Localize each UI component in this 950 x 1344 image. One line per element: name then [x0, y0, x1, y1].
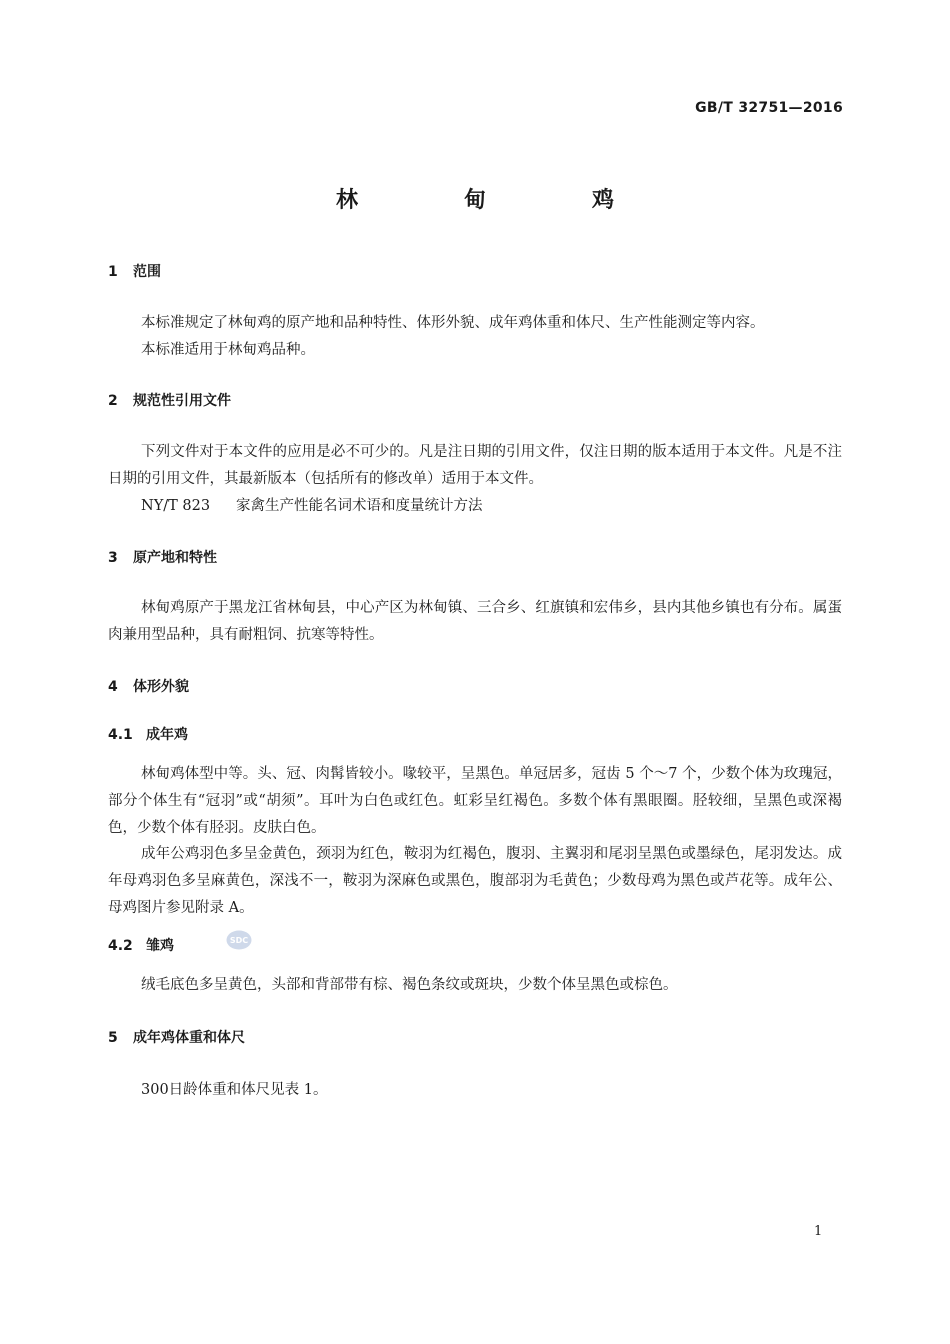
- section-1-line-2: 本标准适用于林甸鸡品种。: [141, 342, 315, 358]
- section-1-heading: [108, 262, 161, 282]
- subsection-number: 4.1: [108, 727, 133, 743]
- section-4-1-paragraph-1: 林甸鸡体型中等。头、冠、肉髯皆较小。喙较平，呈黑色。单冠居多，冠齿 5 个～7 个，少数个体为玫瑰冠，部分个体生有“冠羽”或“胡须”。耳叶为白色或红色。虹彩呈红褐色。多数个体有黑眼圈。胫较细，呈黑色或深褐色，少数个体有胫羽。皮肤白色。: [108, 766, 842, 836]
- section-2-heading: [108, 391, 231, 411]
- section-4-2-heading: [108, 936, 174, 956]
- reference-title: 家禽生产性能名词术语和度量统计方法: [236, 498, 483, 514]
- section-4-1-heading: [108, 725, 188, 745]
- subsection-title: 雏鸡: [146, 938, 174, 954]
- section-number: 1: [108, 264, 118, 280]
- sdc-watermark-logo: [226, 930, 252, 950]
- section-4-1-paragraph-2: 成年公鸡羽色多呈金黄色，颈羽为红色，鞍羽为红褐色，腹羽、主翼羽和尾羽呈黑色或墨绿色，尾羽发达。成年母鸡羽色多呈麻黄色，深浅不一，鞍羽为深麻色或黑色，腹部羽为毛黄色；少数母鸡为黑色或芦花等。成年公、母鸡图片参见附录 A。: [108, 846, 842, 916]
- normative-reference: [141, 493, 483, 520]
- section-title: 体形外貌: [133, 679, 189, 695]
- section-1-line-1: 本标准规定了林甸鸡的原产地和品种特性、体形外貌、成年鸡体重和体尺、生产性能测定等内容。: [141, 315, 765, 331]
- subsection-title: 成年鸡: [146, 727, 188, 743]
- section-3-paragraph: 林甸鸡原产于黑龙江省林甸县，中心产区为林甸镇、三合乡、红旗镇和宏伟乡，县内其他乡镇也有分布。属蛋肉兼用型品种，具有耐粗饲、抗寒等特性。: [108, 600, 842, 643]
- svg-text:SDC: SDC: [229, 936, 249, 945]
- section-2-paragraph: 下列文件对于本文件的应用是必不可少的。凡是注日期的引用文件，仅注日期的版本适用于本文件。凡是不注日期的引用文件，其最新版本（包括所有的修改单）适用于本文件。: [108, 444, 842, 487]
- section-title: 原产地和特性: [133, 550, 217, 566]
- section-4-heading: [108, 677, 189, 697]
- subsection-number: 4.2: [108, 938, 133, 954]
- section-title: 成年鸡体重和体尺: [133, 1030, 245, 1046]
- standard-number: GB/T 32751—2016: [695, 100, 843, 116]
- section-title: 规范性引用文件: [133, 393, 231, 409]
- section-number: 5: [108, 1030, 118, 1046]
- document-title: 林 甸 鸡: [335, 188, 656, 213]
- section-number: 2: [108, 393, 118, 409]
- section-title: 范围: [133, 264, 161, 280]
- section-5-heading: [108, 1028, 245, 1048]
- section-5-line: 300日龄体重和体尺见表 1。: [141, 1082, 328, 1098]
- section-number: 3: [108, 550, 118, 566]
- page-number: 1: [814, 1224, 823, 1239]
- section-3-heading: [108, 548, 217, 568]
- section-number: 4: [108, 679, 118, 695]
- section-4-2-paragraph: 绒毛底色多呈黄色，头部和背部带有棕、褐色条纹或斑块，少数个体呈黑色或棕色。: [141, 977, 678, 993]
- reference-code: NY/T 823: [141, 498, 211, 514]
